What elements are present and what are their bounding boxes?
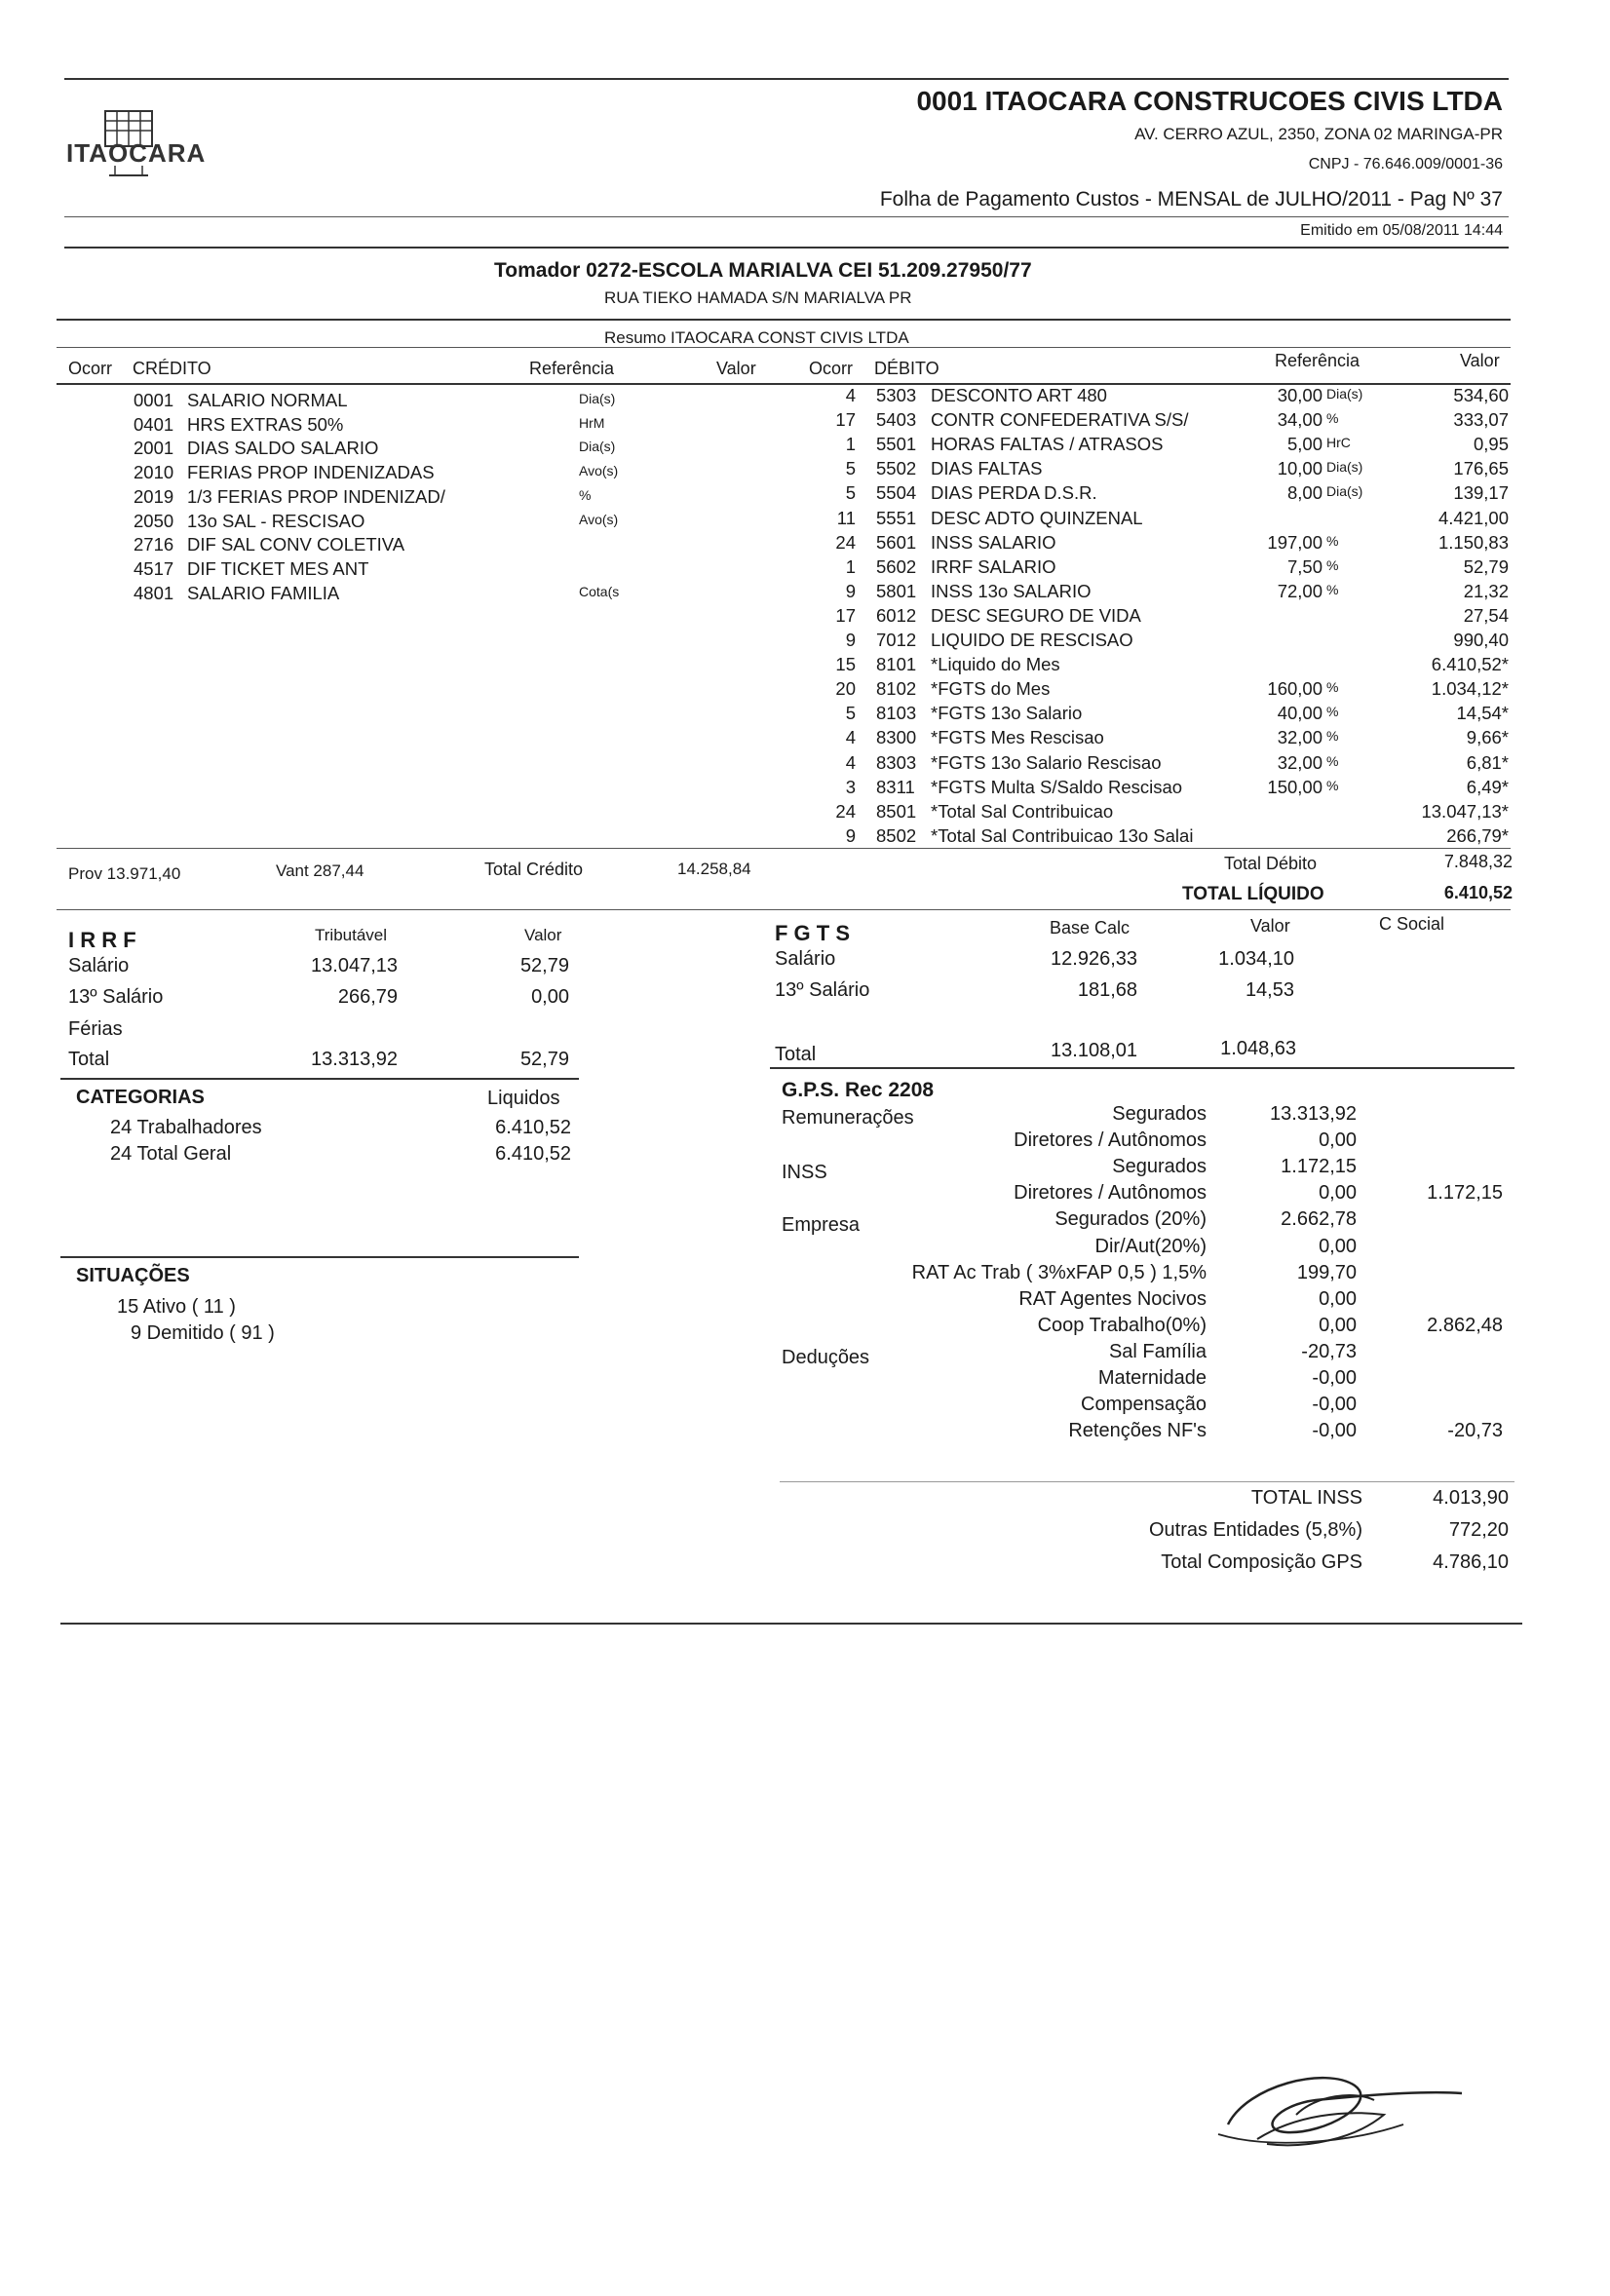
debit-desc: LIQUIDO DE RESCISAO xyxy=(931,630,1133,650)
debit-valor: 0,95 xyxy=(1473,434,1509,455)
debit-unit: % xyxy=(1326,728,1339,745)
credit-code: 2019 xyxy=(134,485,174,507)
debit-ref: 160,00 xyxy=(1267,678,1322,700)
debit-row xyxy=(0,482,1610,507)
debit-code: 8102 xyxy=(876,678,917,700)
gps-line xyxy=(0,1341,1610,1365)
gps-total-valor: 772,20 xyxy=(1448,1519,1509,1541)
gps-line xyxy=(0,1315,1610,1339)
debit-ref: 8,00 xyxy=(1286,482,1322,504)
debit-ref: 34,00 xyxy=(1277,409,1322,431)
credit-code: 2050 xyxy=(134,510,174,531)
gps-line-label: Segurados xyxy=(1112,1103,1207,1125)
debit-code: 6012 xyxy=(876,604,917,626)
debit-ref: 32,00 xyxy=(1277,727,1322,748)
debit-valor: 1.150,83 xyxy=(1438,531,1509,553)
company-address: AV. CERRO AZUL, 2350, ZONA 02 MARINGA-PR xyxy=(1134,125,1503,143)
irrf-tributavel: 266,79 xyxy=(337,986,398,1008)
irrf-tributavel-header: Tributável xyxy=(315,926,388,944)
handwritten-signature-icon xyxy=(1208,2056,1472,2163)
categoria-valor: 6.410,52 xyxy=(495,1143,571,1165)
debit-unit: % xyxy=(1326,581,1339,597)
credit-code: 0001 xyxy=(134,390,174,410)
debit-valor: 1.034,12* xyxy=(1431,678,1509,700)
total-liquido-label: TOTAL LÍQUIDO xyxy=(1182,884,1324,904)
gps-total-row xyxy=(0,1551,1610,1576)
gps-line xyxy=(0,1262,1610,1286)
debit-desc: IRRF SALARIO xyxy=(931,555,1056,577)
debit-row xyxy=(0,385,1610,409)
debit-row xyxy=(0,777,1610,801)
debit-ocorr: 1 xyxy=(845,434,856,455)
irrf-label: 13º Salário xyxy=(68,986,164,1008)
debit-row xyxy=(0,532,1610,556)
irrf-title: I R R F xyxy=(68,928,136,952)
gps-line-label: RAT Agentes Nocivos xyxy=(1018,1287,1207,1310)
gps-line xyxy=(0,1236,1610,1260)
debit-ref: 10,00 xyxy=(1277,458,1322,479)
irrf-tributavel: 13.047,13 xyxy=(311,955,398,976)
tomador-title: Tomador 0272-ESCOLA MARIALVA CEI 51.209.27950/77 xyxy=(494,259,1032,282)
gps-line xyxy=(0,1129,1610,1154)
gps-inss-label: INSS xyxy=(782,1162,827,1183)
fgts-base: 12.926,33 xyxy=(1051,948,1137,970)
debit-ref: 30,00 xyxy=(1277,385,1322,405)
credit-desc: DIF TICKET MES ANT xyxy=(187,557,369,579)
gps-line-label: Coop Trabalho(0%) xyxy=(1037,1314,1207,1336)
signature xyxy=(1208,2056,1472,2163)
debit-row xyxy=(0,752,1610,777)
fgts-base: 181,68 xyxy=(1077,979,1137,1001)
debit-unit: % xyxy=(1326,532,1339,549)
debit-ref: 7,50 xyxy=(1286,555,1322,577)
credit-desc: DIAS SALDO SALARIO xyxy=(187,438,379,459)
debit-ref: 40,00 xyxy=(1277,703,1322,724)
debit-code: 5501 xyxy=(876,434,917,455)
debit-row xyxy=(0,508,1610,532)
debit-desc: *FGTS Multa S/Saldo Rescisao xyxy=(931,776,1183,797)
debit-valor: 13.047,13* xyxy=(1421,800,1509,822)
gps-remuneracoes-label: Remunerações xyxy=(782,1107,914,1129)
debit-ocorr: 3 xyxy=(845,776,856,797)
debit-unit: % xyxy=(1326,777,1339,793)
debit-unit: Dia(s) xyxy=(1326,483,1363,500)
credit-code: 2001 xyxy=(134,438,174,459)
categoria-valor: 6.410,52 xyxy=(495,1117,571,1138)
gps-total-label: Outras Entidades (5,8%) xyxy=(1149,1519,1362,1541)
company-cnpj: CNPJ - 76.646.009/0001-36 xyxy=(1308,156,1503,172)
debit-ocorr: 9 xyxy=(845,580,856,601)
debit-unit: Dia(s) xyxy=(1326,459,1363,476)
debit-desc: *FGTS 13o Salario xyxy=(931,703,1083,724)
debit-ref: 150,00 xyxy=(1267,776,1322,797)
debit-ocorr: 11 xyxy=(836,507,856,528)
gps-deducoes-label: Deduções xyxy=(782,1347,870,1368)
debit-desc: DESCONTO ART 480 xyxy=(931,385,1107,405)
debit-desc: *FGTS do Mes xyxy=(931,678,1051,700)
debit-valor: 6.410,52* xyxy=(1431,654,1509,675)
gps-total-valor: 4.013,90 xyxy=(1433,1487,1509,1509)
debit-valor: 9,66* xyxy=(1466,727,1509,748)
debit-unit: % xyxy=(1326,679,1339,696)
debit-unit: % xyxy=(1326,704,1339,720)
gps-line-valor: -0,00 xyxy=(1312,1420,1357,1442)
gps-line-label: Segurados (20%) xyxy=(1054,1208,1207,1231)
debit-valor: 534,60 xyxy=(1453,385,1509,405)
debit-ref: 5,00 xyxy=(1286,434,1322,455)
gps-line xyxy=(0,1394,1610,1418)
debit-desc: INSS SALARIO xyxy=(931,531,1056,553)
credit-code: 4801 xyxy=(134,582,174,603)
debit-row xyxy=(0,703,1610,727)
debit-ocorr: 5 xyxy=(845,703,856,724)
debit-valor: 14,54* xyxy=(1456,703,1509,724)
situacao-label: 15 Ativo ( 11 ) xyxy=(117,1296,236,1318)
total-credito-label: Total Crédito xyxy=(484,860,584,879)
irrf-label: Salário xyxy=(68,955,130,976)
gps-line-valor: 0,00 xyxy=(1319,1314,1357,1336)
credit-desc: DIF SAL CONV COLETIVA xyxy=(187,534,405,555)
debit-code: 5602 xyxy=(876,555,917,577)
credit-header: Ocorr CRÉDITO Referência Valor Ocorr DÉBITO Referência Valor xyxy=(68,351,1500,378)
debit-row xyxy=(0,630,1610,654)
credit-desc: 1/3 FERIAS PROP INDENIZAD/ xyxy=(187,485,445,507)
gps-line xyxy=(0,1156,1610,1180)
credit-desc: FERIAS PROP INDENIZADAS xyxy=(187,462,435,483)
credit-unit: Cota(s xyxy=(579,583,620,599)
debit-ocorr: 24 xyxy=(835,531,856,553)
fgts-total-valor: 1.048,63 xyxy=(1220,1038,1296,1059)
debit-valor: 6,81* xyxy=(1466,751,1509,773)
gps-line xyxy=(0,1182,1610,1206)
debit-code: 8103 xyxy=(876,703,917,724)
gps-title: G.P.S. Rec 2208 xyxy=(782,1079,935,1101)
debit-desc: DIAS FALTAS xyxy=(931,458,1043,479)
debit-valor: 4.421,00 xyxy=(1438,507,1509,528)
irrf-row xyxy=(0,1049,780,1073)
debit-code: 5403 xyxy=(876,409,917,431)
total-liquido-value: 6.410,52 xyxy=(1443,883,1513,902)
gps-line-total: 1.172,15 xyxy=(1427,1182,1503,1205)
fgts-valor-header: Valor xyxy=(1250,916,1290,936)
categoria-label: 24 Total Geral xyxy=(110,1143,232,1165)
debit-ocorr: 1 xyxy=(845,555,856,577)
debit-code: 8303 xyxy=(876,751,917,773)
credit-unit: Avo(s) xyxy=(579,463,619,479)
fgts-label: Salário xyxy=(775,948,836,970)
debit-desc: *Total Sal Contribuicao xyxy=(931,800,1114,822)
fgts-total-base: 13.108,01 xyxy=(1051,1040,1137,1061)
vant-value: Vant 287,44 xyxy=(276,861,364,880)
debit-ocorr: 4 xyxy=(845,727,856,748)
debit-valor: 266,79* xyxy=(1446,824,1509,846)
debit-code: 8101 xyxy=(876,654,917,675)
debit-code: 8502 xyxy=(876,824,917,846)
debit-code: 5551 xyxy=(876,507,917,528)
debit-valor: 6,49* xyxy=(1466,776,1509,797)
gps-line xyxy=(0,1208,1610,1233)
debit-row xyxy=(0,678,1610,703)
debit-desc: *FGTS 13o Salario Rescisao xyxy=(931,751,1162,773)
gps-line-total: 2.862,48 xyxy=(1427,1314,1503,1336)
irrf-row xyxy=(0,1018,780,1043)
credit-code: 2716 xyxy=(134,534,174,555)
debit-row xyxy=(0,556,1610,581)
gps-line-label: Diretores / Autônomos xyxy=(1014,1182,1207,1205)
gps-line-label: Sal Família xyxy=(1108,1340,1207,1362)
company-name: 0001 ITAOCARA CONSTRUCOES CIVIS LTDA xyxy=(916,86,1503,116)
gps-line-valor: 199,70 xyxy=(1296,1261,1357,1283)
debit-valor: 176,65 xyxy=(1453,458,1509,479)
debit-row xyxy=(0,825,1610,850)
debit-desc: *Liquido do Mes xyxy=(931,654,1060,675)
debit-ref: 32,00 xyxy=(1277,751,1322,773)
credit-unit: Dia(s) xyxy=(579,391,616,406)
categoria-label: 24 Trabalhadores xyxy=(110,1117,262,1138)
debit-ocorr: 20 xyxy=(835,678,856,700)
fgts-base-header: Base Calc xyxy=(1050,918,1131,938)
gps-line-valor: -0,00 xyxy=(1312,1394,1357,1416)
debit-code: 5504 xyxy=(876,482,917,504)
debit-row xyxy=(0,581,1610,605)
situacao-label: 9 Demitido ( 91 ) xyxy=(131,1322,275,1344)
debit-desc: *Total Sal Contribuicao 13o Salai xyxy=(931,824,1194,846)
report-title: Folha de Pagamento Custos - MENSAL de JULHO/2011 - Pag Nº 37 xyxy=(879,188,1503,210)
credit-unit: HrM xyxy=(579,414,605,431)
gps-line xyxy=(0,1420,1610,1444)
gps-line-valor: 0,00 xyxy=(1319,1235,1357,1257)
fgts-label: 13º Salário xyxy=(775,979,870,1001)
credit-desc: 13o SAL - RESCISAO xyxy=(187,510,365,531)
total-debito-value: 7.848,32 xyxy=(1443,852,1513,871)
debit-valor: 52,79 xyxy=(1463,555,1509,577)
debit-unit: HrC xyxy=(1326,435,1351,451)
debit-ocorr: 17 xyxy=(835,409,856,431)
debit-valor: 27,54 xyxy=(1463,604,1509,626)
gps-line-valor: 0,00 xyxy=(1319,1182,1357,1205)
irrf-tributavel: 13.313,92 xyxy=(311,1049,398,1070)
categorias-title: CATEGORIAS xyxy=(76,1087,205,1108)
debit-code: 5601 xyxy=(876,531,917,553)
debit-ocorr: 15 xyxy=(835,654,856,675)
debit-ocorr: 5 xyxy=(845,458,856,479)
debit-row xyxy=(0,654,1610,678)
gps-line-total: -20,73 xyxy=(1447,1420,1503,1442)
debit-ocorr: 9 xyxy=(845,630,856,650)
debit-row xyxy=(0,434,1610,458)
debit-valor: 990,40 xyxy=(1453,630,1509,650)
fgts-csocial-header: C Social xyxy=(1379,914,1445,934)
debit-code: 7012 xyxy=(876,630,917,650)
debit-valor: 139,17 xyxy=(1453,482,1509,504)
prov-value: Prov 13.971,40 xyxy=(68,864,181,883)
credit-unit: Dia(s) xyxy=(579,439,616,455)
debit-valor: 333,07 xyxy=(1453,409,1509,431)
debit-ocorr: 4 xyxy=(845,751,856,773)
gps-line-valor: 2.662,78 xyxy=(1281,1208,1357,1231)
credit-code: 0401 xyxy=(134,413,174,435)
credit-desc: HRS EXTRAS 50% xyxy=(187,413,344,435)
gps-line-label: Diretores / Autônomos xyxy=(1014,1129,1207,1152)
debit-row xyxy=(0,458,1610,482)
fgts-title: F G T S xyxy=(775,921,850,945)
debit-desc: *FGTS Mes Rescisao xyxy=(931,727,1104,748)
gps-total-row xyxy=(0,1519,1610,1544)
debit-valor: 21,32 xyxy=(1463,580,1509,601)
gps-line-valor: 1.172,15 xyxy=(1281,1156,1357,1178)
debit-ocorr: 4 xyxy=(845,385,856,405)
debit-ocorr: 24 xyxy=(835,800,856,822)
gps-line-label: Retenções NF's xyxy=(1068,1420,1207,1442)
debit-ocorr: 17 xyxy=(835,604,856,626)
gps-total-valor: 4.786,10 xyxy=(1433,1551,1509,1573)
credit-desc: SALARIO FAMILIA xyxy=(187,582,340,603)
emitted-date: Emitido em 05/08/2011 14:44 xyxy=(1300,222,1503,239)
gps-line xyxy=(0,1103,1610,1128)
fgts-total-label: Total xyxy=(775,1044,817,1065)
gps-line xyxy=(0,1367,1610,1392)
gps-empresa-label: Empresa xyxy=(782,1214,861,1236)
debit-desc: DESC SEGURO DE VIDA xyxy=(931,604,1141,626)
debit-row xyxy=(0,801,1610,825)
gps-line-valor: 0,00 xyxy=(1319,1287,1357,1310)
resumo-title: Resumo ITAOCARA CONST CIVIS LTDA xyxy=(604,328,909,347)
total-credito-value: 14.258,84 xyxy=(677,860,751,878)
debit-row xyxy=(0,727,1610,751)
debit-unit: % xyxy=(1326,752,1339,769)
gps-line-valor: 0,00 xyxy=(1319,1129,1357,1152)
debit-ref: 197,00 xyxy=(1267,531,1322,553)
gps-total-row xyxy=(0,1487,1610,1512)
debit-desc: CONTR CONFEDERATIVA S/S/ xyxy=(931,409,1189,431)
gps-line xyxy=(0,1288,1610,1313)
irrf-valor-header: Valor xyxy=(524,926,562,944)
gps-line-label: Compensação xyxy=(1081,1394,1207,1416)
tomador-address: RUA TIEKO HAMADA S/N MARIALVA PR xyxy=(604,288,912,307)
debit-desc: INSS 13o SALARIO xyxy=(931,580,1092,601)
credit-unit: % xyxy=(579,486,592,503)
total-debito-label: Total Débito xyxy=(1224,854,1318,873)
gps-total-label: TOTAL INSS xyxy=(1250,1487,1362,1509)
irrf-label: Total xyxy=(68,1049,110,1070)
fgts-valor: 14,53 xyxy=(1245,979,1294,1001)
debit-code: 8501 xyxy=(876,800,917,822)
debit-code: 8300 xyxy=(876,727,917,748)
debit-ocorr: 5 xyxy=(845,482,856,504)
debit-unit: % xyxy=(1326,556,1339,573)
credit-desc: SALARIO NORMAL xyxy=(187,390,348,410)
fgts-row xyxy=(0,979,1610,1004)
gps-line-valor: 13.313,92 xyxy=(1270,1103,1357,1125)
credit-unit: Avo(s) xyxy=(579,511,619,527)
debit-ref: 72,00 xyxy=(1277,580,1322,601)
debit-row xyxy=(0,605,1610,630)
irrf-valor: 0,00 xyxy=(531,986,569,1008)
gps-line-valor: -20,73 xyxy=(1301,1340,1357,1362)
fgts-row xyxy=(0,948,1610,973)
credit-code: 4517 xyxy=(134,557,174,579)
debit-ocorr: 9 xyxy=(845,824,856,846)
company-logo xyxy=(60,107,207,181)
debit-desc: DESC ADTO QUINZENAL xyxy=(931,507,1143,528)
gps-line-label: Segurados xyxy=(1112,1156,1207,1178)
debit-desc: DIAS PERDA D.S.R. xyxy=(931,482,1097,504)
debit-row xyxy=(0,409,1610,434)
categorias-liquidos-header: Liquidos xyxy=(487,1088,560,1109)
debit-code: 5303 xyxy=(876,385,917,405)
gps-total-label: Total Composição GPS xyxy=(1161,1551,1362,1573)
irrf-valor: 52,79 xyxy=(519,1049,569,1070)
credit-code: 2010 xyxy=(134,462,174,483)
debit-code: 8311 xyxy=(876,776,915,797)
debit-unit: Dia(s) xyxy=(1326,386,1363,402)
fgts-valor: 1.034,10 xyxy=(1218,948,1294,970)
debit-desc: HORAS FALTAS / ATRASOS xyxy=(931,434,1164,455)
irrf-label: Férias xyxy=(68,1018,123,1040)
gps-line-valor: -0,00 xyxy=(1312,1367,1357,1389)
gps-line-label: Dir/Aut(20%) xyxy=(1094,1235,1207,1257)
debit-unit: % xyxy=(1326,410,1339,427)
debit-code: 5801 xyxy=(876,580,917,601)
situacoes-title: SITUAÇÕES xyxy=(76,1265,190,1286)
debit-code: 5502 xyxy=(876,458,917,479)
gps-line-label: Maternidade xyxy=(1097,1367,1207,1389)
logo-text: ITAOCARA xyxy=(66,138,207,168)
gps-line-label: RAT Ac Trab ( 3%xFAP 0,5 ) 1,5% xyxy=(911,1261,1207,1283)
irrf-valor: 52,79 xyxy=(519,955,569,976)
